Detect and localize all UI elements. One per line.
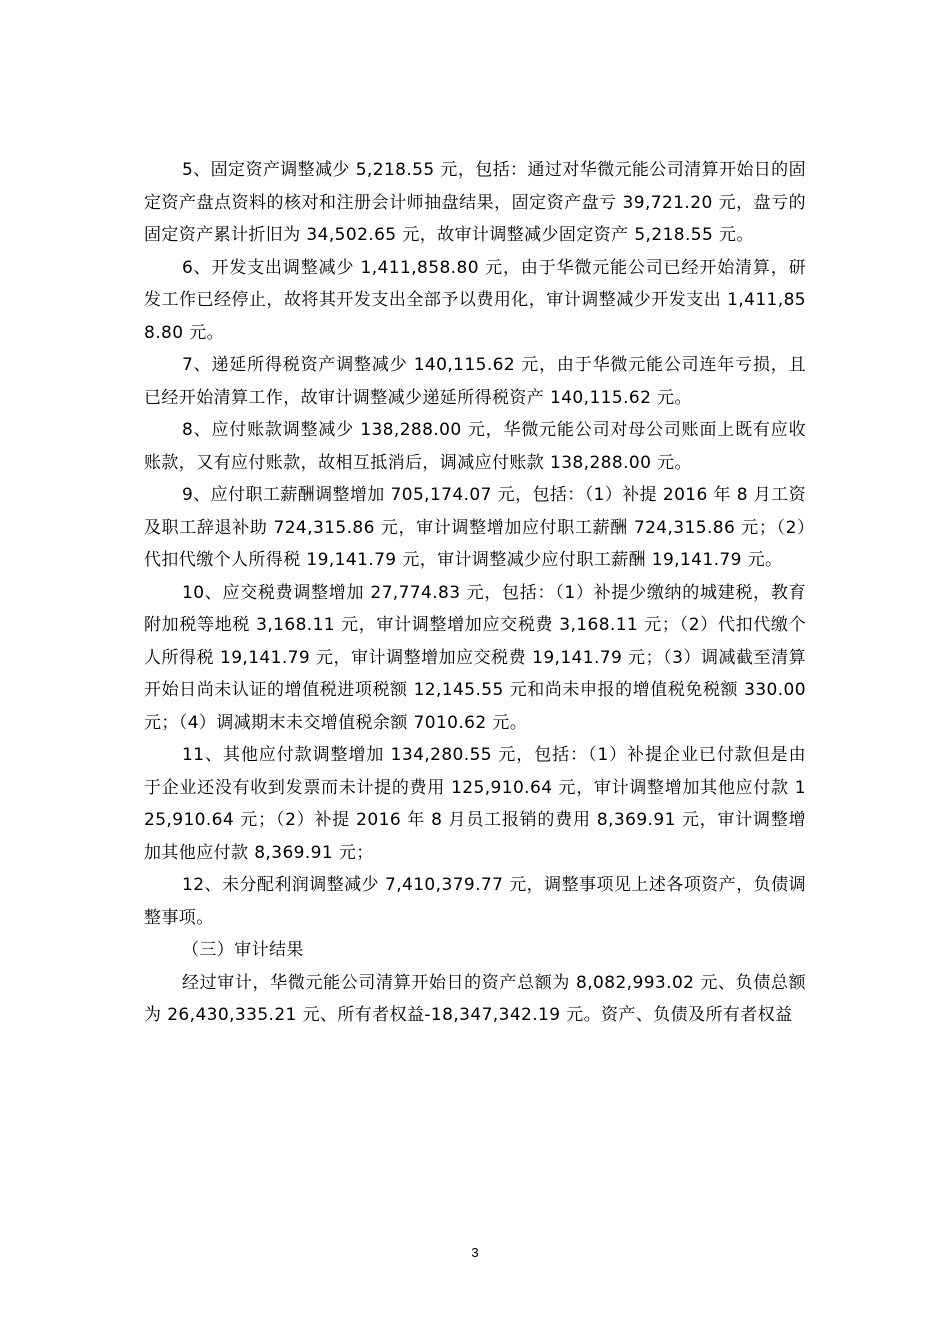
paragraph-accounts-payable: 8、应付账款调整减少 138,288.00 元，华微元能公司对母公司账面上既有应收账款，又有应付账款，故相互抵消后，调减应付账款 138,288.00 元。 — [144, 420, 806, 473]
paragraph-fixed-assets: 5、固定资产调整减少 5,218.55 元，包括：通过对华微元能公司清算开始日的固定资产盘点资料的核对和注册会计师抽盘结果，固定资产盘亏 39,721.20 元，盘亏的固定资产累计折旧为 34,502.65 元，故审计调整减少固定资产 5,218.55 元。 — [144, 160, 806, 245]
page-number: 3 — [471, 1245, 479, 1260]
paragraph-other-payables: 11、其他应付款调整增加 134,280.55 元，包括：（1）补提企业已付款但是由于企业还没有收到发票而未计提的费用 125,910.64 元，审计调整增加其他应付款 125,910.64 元；（2）补提 2016 年 8 月员工报销的费用 8,369.91 元，审计调整增加其他应付款 8,369.91 元； — [144, 745, 806, 863]
paragraph-taxes-payable: 10、应交税费调整增加 27,774.83 元，包括：（1）补提少缴纳的城建税，教育附加税等地税 3,168.11 元，审计调整增加应交税费 3,168.11 元；（2）代扣代缴个人所得税 19,141.79 元，审计调整增加应交税费 19,141.79 元；（3）调减截至清算开始日尚未认证的增值税进项税额 12,145.55 元和尚未申报的增值税免税额 330.00 元；（4）调减期末未交增值税余额 7010.62 元。 — [144, 582, 806, 733]
paragraph-deferred-tax-assets: 7、递延所得税资产调整减少 140,115.62 元，由于华微元能公司连年亏损，且已经开始清算工作，故审计调整减少递延所得税资产 140,115.62 元。 — [144, 355, 806, 408]
section-heading-audit-result: （三）审计结果 — [182, 940, 304, 960]
paragraph-employee-compensation: 9、应付职工薪酬调整增加 705,174.07 元，包括：（1）补提 2016 年 8 月工资及职工辞退补助 724,315.86 元，审计调整增加应付职工薪酬 724,315.86 元；（2）代扣代缴个人所得税 19,141.79 元，审计调整减少应付职工薪酬 19,141.79 元。 — [144, 485, 806, 570]
document-body — [144, 154, 806, 1032]
paragraph-audit-result: 经过审计，华微元能公司清算开始日的资产总额为 8,082,993.02 元、负债总额为 26,430,335.21 元、所有者权益-18,347,342.19 元。资产、负债及所有者权益 — [144, 972, 806, 1025]
paragraph-development-expenditure: 6、开发支出调整减少 1,411,858.80 元，由于华微元能公司已经开始清算，研发工作已经停止，故将其开发支出全部予以费用化，审计调整减少开发支出 1,411,858.80 元。 — [144, 257, 806, 343]
paragraph-undistributed-profit: 12、未分配利润调整减少 7,410,379.77 元，调整事项见上述各项资产，负债调整事项。 — [144, 875, 806, 928]
